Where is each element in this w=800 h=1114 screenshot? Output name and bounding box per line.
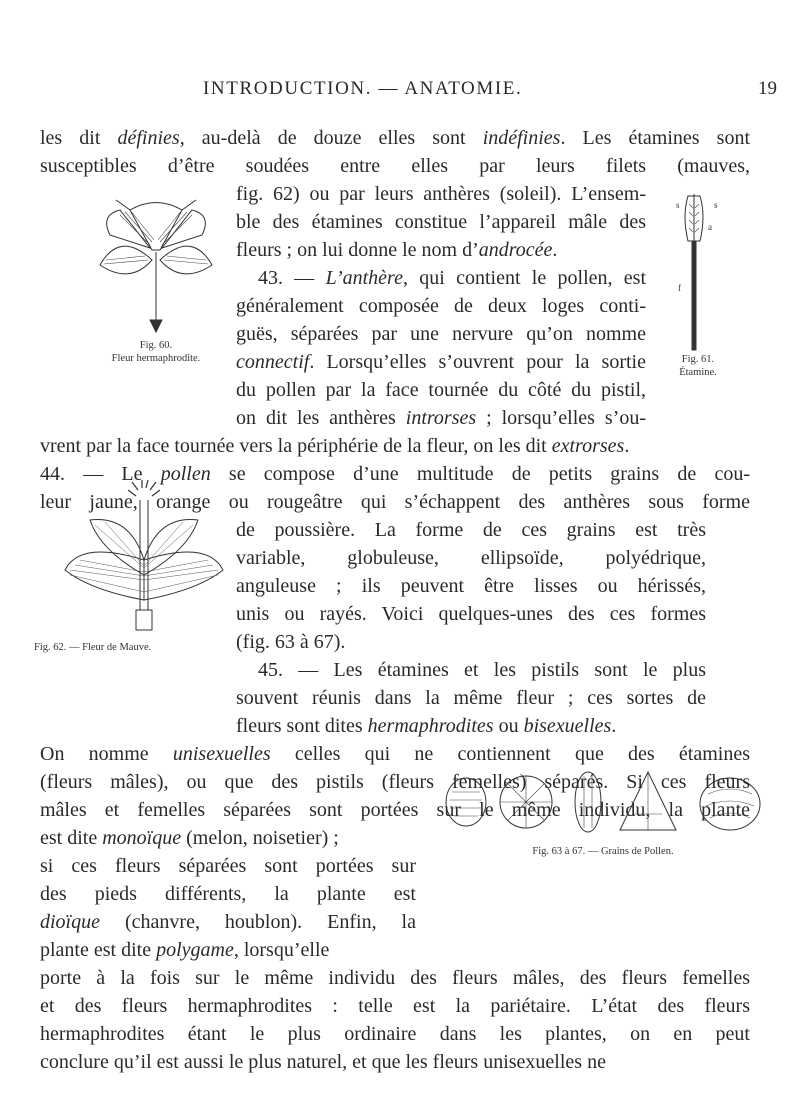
text-segment: mâles et femelles séparées sont portées sur le même individu, la plante	[40, 799, 750, 821]
text-segment: de poussière. La forme de ces grains est très	[236, 519, 706, 541]
text-segment: souvent réunis dans la même fleur ; ces sortes de	[236, 687, 706, 709]
text-segment: On nomme	[40, 743, 173, 765]
text-line	[236, 628, 706, 656]
text-segment: (fleurs mâles), ou que des pistils (fleurs femelles) séparés. Si ces fleurs	[40, 771, 750, 793]
text-segment: vrent par la face tournée vers la périphérie de la fleur, on les dit	[40, 435, 552, 457]
text-line	[40, 152, 750, 180]
text-line	[40, 824, 416, 852]
text-segment: les dit	[40, 127, 118, 149]
text-line	[236, 600, 706, 628]
italic-term: bisexuelles	[523, 715, 612, 737]
text-segment: du pollen par la face tournée du côté du pistil,	[236, 379, 646, 401]
text-line	[236, 516, 706, 544]
stamen-label-f: f	[678, 283, 681, 293]
figure-62	[34, 480, 228, 660]
text-segment: des pieds différents, la plante est	[40, 883, 416, 905]
text-segment: (fig. 63 à 67).	[236, 631, 346, 653]
pollen-grain-1	[446, 778, 486, 826]
text-segment: on dit les anthères	[236, 407, 406, 429]
figure-63-67	[438, 764, 768, 864]
text-line	[236, 208, 646, 236]
running-header	[0, 78, 800, 108]
text-line	[236, 544, 706, 572]
italic-term: monoïque	[102, 827, 182, 849]
mallow-flower-illustration	[60, 480, 228, 640]
italic-term: indéfinies	[482, 127, 561, 149]
text-segment: généralement composée de deux loges conti-	[236, 295, 646, 317]
text-segment: leur jaune, orange ou rougeâtre qui s’échappent des anthères sous forme	[40, 491, 750, 513]
text-segment: susceptibles d’être soudées entre elles par leurs filets (mauves,	[40, 155, 750, 177]
text-segment: conclure qu’il est aussi le plus naturel, et que les fleurs unisexuelles ne	[40, 1051, 606, 1073]
text-segment: .	[624, 435, 630, 457]
text-line	[236, 236, 646, 264]
text-line	[40, 432, 750, 460]
italic-term: pollen	[160, 463, 211, 485]
text-segment: (chanvre, houblon). Enfin, la	[100, 911, 416, 933]
text-line	[236, 292, 646, 320]
italic-term: polygame	[156, 939, 234, 961]
text-line	[40, 852, 416, 880]
text-segment: ou	[493, 715, 524, 737]
text-segment: .	[552, 239, 558, 261]
text-segment: 45. — Les étamines et les pistils sont le plus	[258, 659, 706, 681]
fig-60-caption: Fleur hermaphrodite.	[111, 353, 201, 364]
fig-61-number: Fig. 61.	[681, 354, 715, 365]
text-segment: , au-delà de douze elles sont	[179, 127, 483, 149]
text-segment: et des fleurs hermaphrodites : telle est la pariétaire. L’état des fleurs	[40, 995, 750, 1017]
text-segment: guës, séparées par une nervure qu’on nomme	[236, 323, 646, 345]
text-segment: plante est dite	[40, 939, 157, 961]
pollen-grain-5	[700, 778, 760, 830]
text-line	[40, 1048, 750, 1076]
italic-term: extrorses	[551, 435, 625, 457]
text-segment: ; lorsqu’elles s’ou-	[476, 407, 646, 429]
text-line	[236, 712, 706, 740]
text-line	[40, 964, 750, 992]
text-line	[40, 992, 750, 1020]
text-segment: ble des étamines constitue l’appareil mâle des	[236, 211, 646, 233]
text-line	[40, 124, 750, 152]
figure-61	[668, 186, 728, 386]
stamen-label-s-left: s	[676, 200, 680, 210]
text-segment: est dite	[40, 827, 103, 849]
text-line	[40, 880, 416, 908]
fig-63-67-caption: Fig. 63 à 67. — Grains de Pollen.	[532, 846, 674, 857]
text-segment: fig. 62) ou par leurs anthères (soleil). L’ensem-	[236, 183, 646, 205]
text-line	[236, 348, 646, 376]
text-segment: se compose d’une multitude de petits grains de cou-	[210, 463, 751, 485]
header-title: INTRODUCTION. — ANATOMIE.	[203, 78, 523, 99]
text-line	[236, 684, 706, 712]
text-line	[40, 908, 416, 936]
italic-term: unisexuelles	[172, 743, 271, 765]
page-number: 19	[758, 78, 777, 99]
text-segment: porte à la fois sur le même individu des fleurs mâles, des fleurs femelles	[40, 967, 750, 989]
text-segment: variable, globuleuse, ellipsoïde, polyédrique,	[236, 547, 706, 569]
hermaphrodite-flower-illustration	[90, 190, 222, 340]
pollen-grain-3	[575, 772, 601, 832]
text-segment: si ces fleurs séparées sont portées sur	[40, 855, 416, 877]
figure-60	[90, 190, 222, 380]
fig-60-number: Fig. 60.	[139, 340, 173, 351]
stamen-illustration	[668, 186, 728, 356]
text-segment: fleurs sont dites	[236, 715, 368, 737]
text-line	[236, 320, 646, 348]
text-segment: , lorsqu’elle	[233, 939, 330, 961]
italic-term: connectif	[236, 351, 310, 373]
text-segment: anguleuse ; ils peuvent être lisses ou hérissés,	[236, 575, 706, 597]
text-line	[40, 936, 416, 964]
stamen-label-a: a	[708, 222, 712, 232]
italic-term: L’anthère	[325, 267, 403, 289]
pollen-grains-illustration	[438, 764, 768, 840]
italic-term: dioïque	[40, 911, 100, 933]
text-segment: celles qui ne contiennent que des étamines	[270, 743, 751, 765]
text-line	[236, 572, 706, 600]
text-line	[258, 264, 646, 292]
fig-62-caption: Fig. 62. — Fleur de Mauve.	[34, 642, 152, 653]
italic-term: introrses	[405, 407, 477, 429]
text-segment: fleurs ; on lui donne le nom d’	[236, 239, 479, 261]
text-segment: . Les étamines sont	[560, 127, 750, 149]
text-line	[236, 404, 646, 432]
italic-term: hermaphrodites	[367, 715, 494, 737]
text-segment: 43. —	[258, 267, 326, 289]
italic-term: androcée	[478, 239, 553, 261]
italic-term: définies	[117, 127, 180, 149]
text-segment: , qui contient le pollen, est	[402, 267, 646, 289]
text-line	[40, 1020, 750, 1048]
stamen-label-s-right: s	[714, 200, 718, 210]
text-line	[258, 656, 706, 684]
text-segment: .	[611, 715, 617, 737]
text-segment: (melon, noisetier) ;	[181, 827, 339, 849]
text-segment: hermaphrodites étant le plus ordinaire dans les plantes, on en peut	[40, 1023, 750, 1045]
text-segment: . Lorsqu’elles s’ouvrent pour la sortie	[309, 351, 646, 373]
text-line	[236, 180, 646, 208]
text-segment: 44. — Le	[40, 463, 161, 485]
text-line	[236, 376, 646, 404]
text-segment: unis ou rayés. Voici quelques-unes des ces formes	[236, 603, 706, 625]
fig-61-caption: Étamine.	[679, 367, 717, 378]
